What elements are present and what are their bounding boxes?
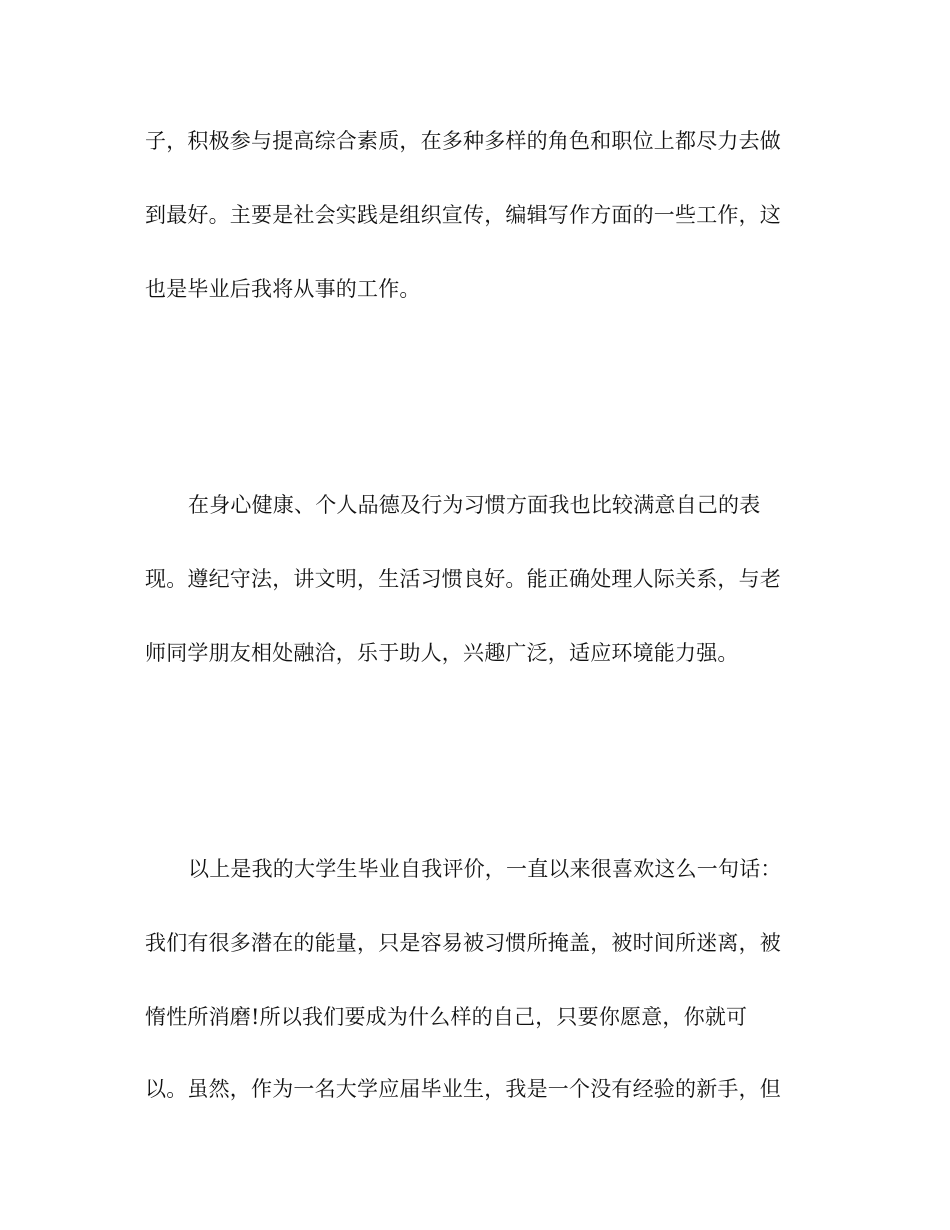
paragraph-3-line-3: 惰性所消磨!所以我们要成为什么样的自己，只要你愿意，你就可 — [145, 1005, 748, 1029]
paragraph-2-line-2: 现。遵纪守法，讲文明，生活习惯良好。能正确处理人际关系，与老 — [145, 567, 781, 591]
paragraph-3-line-4: 以。虽然，作为一名大学应届毕业生，我是一个没有经验的新手，但 — [145, 1077, 781, 1101]
paragraph-3-line-1: 以上是我的大学生毕业自我评价，一直以来很喜欢这么一句话： — [188, 857, 782, 881]
paragraph-1-line-3: 也是毕业后我将从事的工作。 — [145, 277, 421, 301]
paragraph-1-line-2: 到最好。主要是社会实践是组织宣传，编辑写作方面的一些工作，这 — [145, 203, 781, 227]
paragraph-3-line-2: 我们有很多潜在的能量，只是容易被习惯所掩盖，被时间所迷离，被 — [145, 931, 781, 955]
paragraph-2-line-3: 师同学朋友相处融洽，乐于助人，兴趣广泛，适应环境能力强。 — [145, 641, 739, 665]
paragraph-1-line-1: 子，积极参与提高综合素质，在多种多样的角色和职位上都尽力去做 — [145, 129, 781, 153]
paragraph-2-line-1: 在身心健康、个人品德及行为习惯方面我也比较满意自己的表 — [188, 493, 761, 517]
